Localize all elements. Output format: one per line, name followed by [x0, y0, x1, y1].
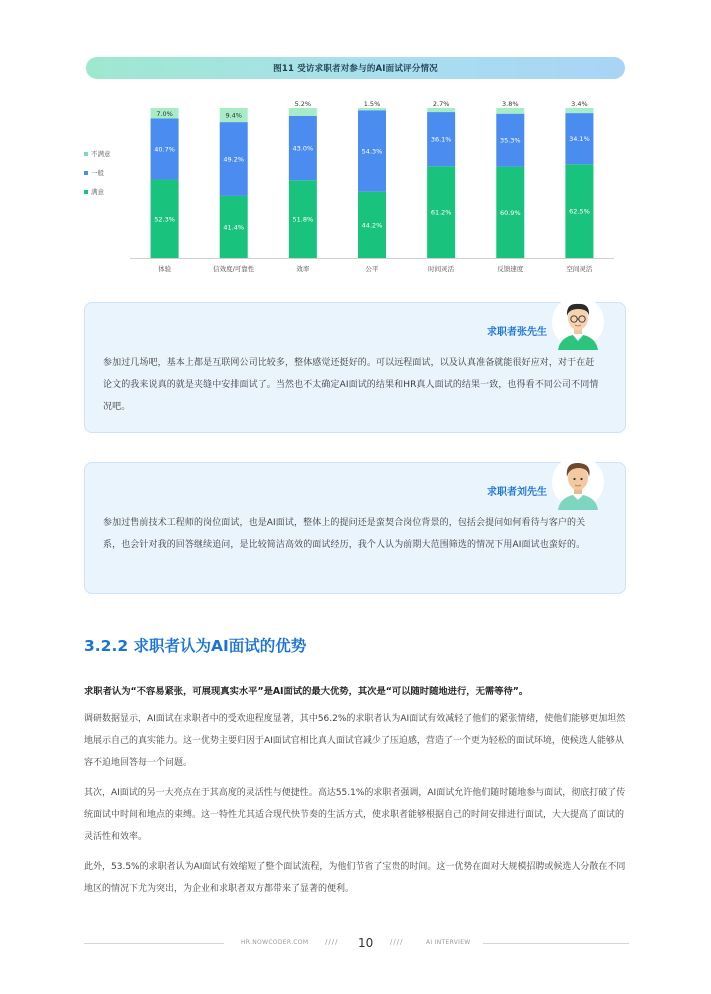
data-label: 41.4%	[223, 223, 245, 232]
section-lead: 求职者认为“不容易紧张，可展现真实水平”是AI面试的最大优势，其次是“可以随时随地进行，无需等待”。	[84, 686, 529, 697]
bar-segment-不满意	[289, 108, 317, 116]
category-label: 空间灵活	[566, 265, 593, 273]
legend-label: 不满意	[91, 150, 111, 158]
bar-segment-不满意	[496, 108, 524, 114]
bar-segment-不满意	[358, 108, 386, 110]
legend-swatch	[84, 171, 88, 175]
data-label: 52.3%	[154, 215, 175, 224]
legend-item	[84, 163, 111, 182]
quote-text: 参加过几场吧，基本上都是互联网公司比较多，整体感觉还挺好的。可以远程面试，以及认真准备就能很好应对，对于在赶论文的我来说真的就是夹缝中安排面试了。当然也不太确定AI面试的结果和HR真人面试的结果一致，也得看不同公司不同情况吧。	[103, 358, 599, 412]
category-label: 时间灵活	[428, 265, 455, 273]
data-label: 51.8%	[292, 215, 314, 224]
category-label: 体验	[158, 265, 172, 273]
paragraph: 调研数据显示，AI面试在求职者中的受欢迎程度显著，其中56.2%的求职者认为AI面试有效减轻了他们的紧张情绪，使他们能够更加坦然地展示自己的真实能力。这一优势主要归因于AI面试官相比真人面试官减少了压迫感，营造了一个更为轻松的面试环境，使候选人能够从容不迫地回答每一个问题。	[84, 714, 626, 768]
chart-legend	[84, 144, 111, 201]
page-number: 10	[358, 936, 374, 950]
data-label: 1.5%	[363, 100, 381, 108]
paragraph: 其次，AI面试的另一大亮点在于其高度的灵活性与便捷性。高达55.1%的求职者强调，AI面试允许他们随时随地参与面试，彻底打破了传统面试中时间和地点的束缚。这一特性尤其适合现代快节奏的生活方式，使求职者能够根据自己的时间安排进行面试，大大提高了面试的灵活性和效率。	[84, 788, 626, 842]
footer-divider	[483, 943, 629, 944]
footer-site: HR.NOWCODER.COM	[241, 939, 309, 946]
avatar-icon	[552, 454, 604, 510]
legend-item	[84, 144, 111, 163]
data-label: 7.0%	[156, 109, 173, 118]
figure-title: 图11 受访求职者对参与的AI面试评分情况	[86, 57, 625, 79]
avatar-icon	[552, 294, 604, 350]
quote-author: 求职者张先生	[487, 327, 547, 338]
category-label: 效率	[296, 265, 310, 273]
page-footer	[84, 935, 629, 953]
data-label: 62.5%	[569, 207, 590, 216]
legend-label: 一般	[91, 169, 104, 177]
data-label: 9.4%	[225, 111, 242, 120]
data-label: 43.0%	[292, 144, 314, 153]
quote-text: 参加过售前技术工程师的岗位面试，也是AI面试，整体上的提问还是蛮契合岗位背景的，包括会提问如何看待与客户的关系，也会针对我的回答继续追问，是比较简洁高效的面试经历，我个人认为前期大范围筛选的情况下用AI面试也蛮好的。	[103, 518, 586, 550]
bar-segment-不满意	[565, 108, 593, 113]
footer-slashes: ////	[325, 938, 339, 946]
bar-segment-不满意	[427, 108, 455, 112]
legend-label: 满意	[91, 188, 104, 196]
data-label: 40.7%	[154, 145, 175, 154]
footer-divider	[84, 943, 224, 944]
data-label: 5.2%	[294, 100, 312, 108]
section-heading: 3.2.2 求职者认为AI面试的优势	[84, 637, 307, 655]
footer-slashes: ////	[390, 938, 404, 946]
data-label: 36.1%	[430, 135, 452, 144]
footer-tag: AI INTERVIEW	[426, 939, 471, 946]
data-label: 3.4%	[571, 100, 588, 108]
data-label: 54.3%	[361, 147, 383, 156]
data-label: 3.8%	[502, 100, 519, 108]
legend-swatch	[84, 152, 88, 156]
quote-card-zhang	[84, 302, 626, 433]
data-label: 2.7%	[432, 100, 450, 108]
paragraph: 此外，53.5%的求职者认为AI面试有效缩短了整个面试流程，为他们节省了宝贵的时间。这一优势在面对大规模招聘或候选人分散在不同地区的情况下尤为突出，为企业和求职者双方都带来了显著的便利。	[84, 862, 626, 894]
legend-swatch	[84, 190, 88, 194]
data-label: 34.1%	[569, 135, 590, 144]
category-label: 公平	[365, 265, 379, 273]
category-label: 信效度/可靠性	[213, 265, 255, 273]
quote-card-liu	[84, 462, 626, 594]
data-label: 35.3%	[499, 136, 521, 145]
category-label: 反馈速度	[497, 265, 524, 273]
data-label: 61.2%	[430, 208, 452, 217]
legend-item	[84, 182, 111, 201]
data-label: 49.2%	[223, 155, 245, 164]
data-label: 44.2%	[361, 221, 383, 230]
data-label: 60.9%	[499, 208, 521, 217]
quote-author: 求职者刘先生	[487, 487, 547, 498]
